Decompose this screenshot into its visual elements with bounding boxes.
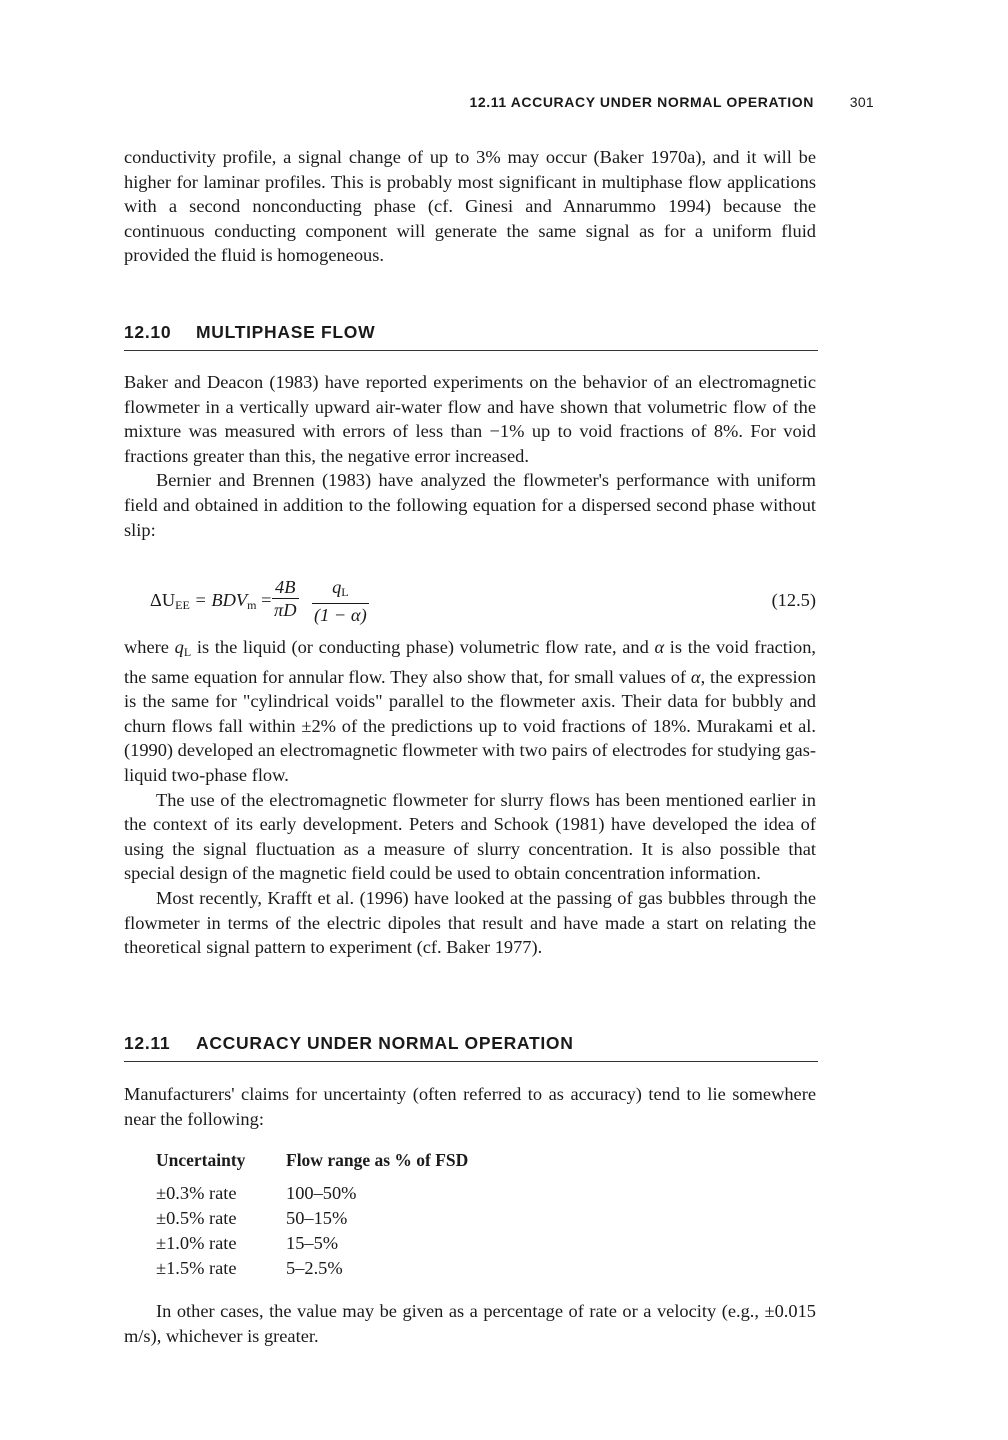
section-heading-12-11 <box>124 1033 818 1062</box>
table-row <box>156 1256 468 1281</box>
running-head <box>124 94 874 116</box>
equation-fraction-2: $\frac{q_L}{(1 - \alpha)}$ <box>314 577 367 625</box>
equation-fraction-1: $\frac{4B}{\pi D}$ <box>274 577 297 620</box>
page-number: 301 <box>849 94 874 110</box>
section-heading-12-10 <box>124 322 818 351</box>
section-number: 12.10 <box>124 322 172 342</box>
paragraph: Most recently, Krafft et al. (1996) have looked at the passing of gas bubbles through the flowmeter in terms of the electric dipoles that result and have made a start on relating the theoretical signal pattern to experiment (cf. Baker 1977). <box>124 887 816 958</box>
running-head-title: 12.11 ACCURACY UNDER NORMAL OPERATION <box>469 94 814 110</box>
table-cell: ±0.3% rate <box>156 1183 237 1203</box>
paragraph: Manufacturers' claims for uncertainty (often referred to as accuracy) tend to lie somewhere near the following: <box>124 1084 816 1129</box>
table-cell: 100–50% <box>286 1183 357 1203</box>
section-12-10-text-top <box>124 370 816 542</box>
section-12-10-text-bottom <box>124 635 816 960</box>
equation-number: (12.5) <box>771 590 816 610</box>
paragraph: The use of the electromagnetic flowmeter for slurry flows has been mentioned earlier in the context of its early development. Peters and Schook (1981) have developed the idea of using the signal fluctuation as a measure of slurry concentration. It is also possible that special design of the magnetic field could be used to obtain concentration information. <box>124 789 816 884</box>
section-12-11-text-top <box>124 1082 816 1131</box>
table-row <box>156 1231 468 1256</box>
uncertainty-table <box>156 1148 468 1281</box>
table-cell: 5–2.5% <box>286 1258 343 1278</box>
table-cell: 50–15% <box>286 1208 348 1228</box>
table-cell: ±0.5% rate <box>156 1208 237 1228</box>
equation-12-5 <box>150 574 816 626</box>
table-row <box>156 1206 468 1231</box>
paragraph: where $q_L$ is the liquid (or conducting phase) volumetric flow rate, and α is the void fraction, the same equation for annular flow. They also show that, for small values of α, the expression is the same for "cylindrical voids" parallel to the flowmeter axis. Their data for bubbly and churn flows fall within ±2% of the predictions up to void fractions of 18%. Murakami et al. (1990) developed an electromagnetic flowmeter with two pairs of electrodes for studying gas-liquid two-phase flow. <box>124 637 817 785</box>
section-title: MULTIPHASE FLOW <box>196 322 376 342</box>
section-12-11-text-bottom <box>124 1299 816 1348</box>
intro-text-block <box>124 145 816 268</box>
table-header-row <box>156 1148 468 1181</box>
paragraph: In other cases, the value may be given as a percentage of rate or a velocity (e.g., ±0.015 m/s), whichever is greater. <box>124 1301 816 1346</box>
table-cell: 15–5% <box>286 1233 339 1253</box>
table-header: Flow range as % of FSD <box>286 1150 469 1170</box>
paragraph: Baker and Deacon (1983) have reported experiments on the behavior of an electromagnetic flowmeter in a vertically upward air-water flow and have shown that volumetric flow of the mixture was measured with errors of less than −1% up to void fractions of 8%. For void fractions greater than this, the negative error increased. <box>124 372 816 466</box>
equation-lhs: $\Delta U_{EE} = BDV_m$ = <box>150 590 272 612</box>
table-cell: ±1.5% rate <box>156 1258 237 1278</box>
section-title: ACCURACY UNDER NORMAL OPERATION <box>196 1033 574 1053</box>
paragraph: Bernier and Brennen (1983) have analyzed the flowmeter's performance with uniform field and obtained in addition to the following equation for a dispersed second phase without slip: <box>124 470 816 540</box>
section-number: 12.11 <box>124 1033 171 1053</box>
table-row <box>156 1181 468 1206</box>
table-cell: ±1.0% rate <box>156 1233 237 1253</box>
intro-paragraph: conductivity profile, a signal change of up to 3% may occur (Baker 1970a), and it will be higher for laminar profiles. This is probably most significant in multiphase flow applications with a second nonconducting phase (cf. Ginesi and Annarummo 1994) because the continuous conducting component will generate the same signal as for a uniform fluid provided the fluid is homogeneous. <box>124 147 816 266</box>
table-header: Uncertainty <box>156 1150 246 1170</box>
